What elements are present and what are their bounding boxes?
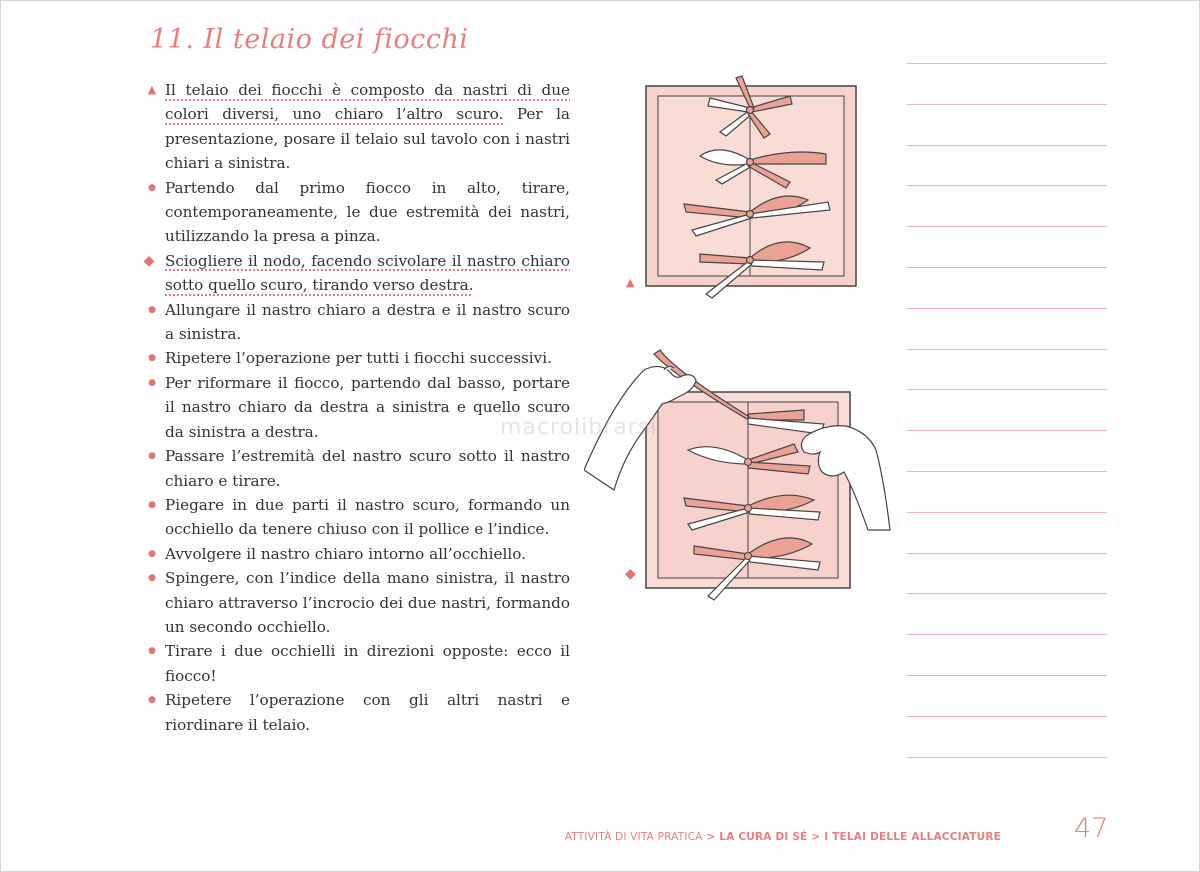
dot-bullet-icon: ● xyxy=(148,499,156,510)
note-line xyxy=(907,471,1107,472)
step-item xyxy=(145,688,570,737)
note-line xyxy=(907,430,1107,431)
note-line xyxy=(907,512,1107,513)
step-text: Avvolgere il nastro chiaro intorno all’occhiello. xyxy=(165,544,526,563)
page-number: 47 xyxy=(1074,813,1109,844)
footer-breadcrumb: ATTIVITÀ DI VITA PRATICA > LA CURA DI SÉ > I TELAI DELLE ALLACCIATURE xyxy=(564,831,1001,843)
step-item xyxy=(145,566,570,639)
step-text: Piegare in due parti il nastro scuro, formando un occhiello da tenere chiuso con il pollice e l’indice. xyxy=(165,495,570,539)
note-line xyxy=(907,104,1107,105)
step-text: Partendo dal primo fiocco in alto, tirare, contemporaneamente, le due estremità dei nastri, utilizzando la presa a pinza. xyxy=(165,178,570,246)
note-line xyxy=(907,267,1107,268)
note-line xyxy=(907,675,1107,676)
figure-2-diamond-marker: ◆ xyxy=(625,566,636,582)
note-line xyxy=(907,634,1107,635)
note-line xyxy=(907,757,1107,758)
dot-bullet-icon: ● xyxy=(148,353,156,364)
note-line xyxy=(907,185,1107,186)
step-item xyxy=(145,249,570,298)
note-line xyxy=(907,553,1107,554)
step-text: Sciogliere il nodo, facendo scivolare il nastro chiaro sotto quello scuro, tirando verso destra. xyxy=(165,251,570,295)
note-line xyxy=(907,308,1107,309)
step-text: Per la presentazione, posare il telaio sul tavolo con i nastri chiari a sinistra. xyxy=(165,105,570,173)
step-text: Per riformare il fiocco, partendo dal basso, portare il nastro chiaro da destra a sinistra e quello scuro da sinistra a destra. xyxy=(165,373,570,441)
step-text: Ripetere l’operazione con gli altri nastri e riordinare il telaio. xyxy=(165,691,570,734)
dot-bullet-icon: ● xyxy=(148,377,156,388)
dot-bullet-icon: ● xyxy=(148,695,156,706)
step-item xyxy=(145,639,570,688)
step-text: Il telaio dei fiocchi è composto da nastri di due colori diversi, uno chiaro l’altro scuro. xyxy=(165,81,570,124)
footer-section: ATTIVITÀ DI VITA PRATICA xyxy=(564,831,703,843)
note-line xyxy=(907,389,1107,390)
figure-1-triangle-marker: ▲ xyxy=(626,276,635,289)
watermark: macrolibrarsi xyxy=(500,415,658,440)
step-item xyxy=(145,542,570,566)
step-text: Passare l’estremità del nastro scuro sotto il nastro chiaro e tirare. xyxy=(165,447,570,490)
step-text: Spingere, con l’indice della mano sinistra, il nastro chiaro attraverso l’incrocio dei due nastri, formando un secondo occhiello. xyxy=(165,569,570,636)
step-item xyxy=(145,78,570,176)
page-title: 11. Il telaio dei fiocchi xyxy=(150,24,469,55)
note-line xyxy=(907,349,1107,350)
note-lines xyxy=(907,63,1107,797)
footer-topic: I TELAI DELLE ALLACCIATURE xyxy=(824,831,1001,843)
note-line xyxy=(907,593,1107,594)
dot-bullet-icon: ● xyxy=(148,646,156,657)
step-item xyxy=(145,493,570,542)
note-line xyxy=(907,145,1107,146)
step-item xyxy=(145,176,570,249)
step-item xyxy=(145,346,570,370)
step-text: Tirare i due occhielli in direzioni opposte: ecco il fiocco! xyxy=(165,642,570,685)
footer-subsection: LA CURA DI SÉ xyxy=(719,831,808,843)
note-line xyxy=(907,226,1107,227)
dot-bullet-icon: ● xyxy=(148,548,156,559)
dot-bullet-icon: ● xyxy=(148,451,156,462)
triangle-bullet-icon: ▲ xyxy=(147,83,157,96)
step-text: Ripetere l’operazione per tutti i fiocchi successivi. xyxy=(165,349,552,368)
dot-bullet-icon: ● xyxy=(148,304,156,315)
dot-bullet-icon: ● xyxy=(148,573,156,584)
step-text: Allungare il nastro chiaro a destra e il nastro scuro a sinistra. xyxy=(165,300,570,344)
step-item xyxy=(145,444,570,493)
note-line xyxy=(907,716,1107,717)
note-line xyxy=(907,63,1107,64)
step-item xyxy=(145,298,570,347)
dot-bullet-icon: ● xyxy=(148,182,156,193)
figure-bow-frame-untied xyxy=(640,72,865,300)
diamond-bullet-icon: ◆ xyxy=(143,252,155,269)
steps-list xyxy=(145,78,570,737)
